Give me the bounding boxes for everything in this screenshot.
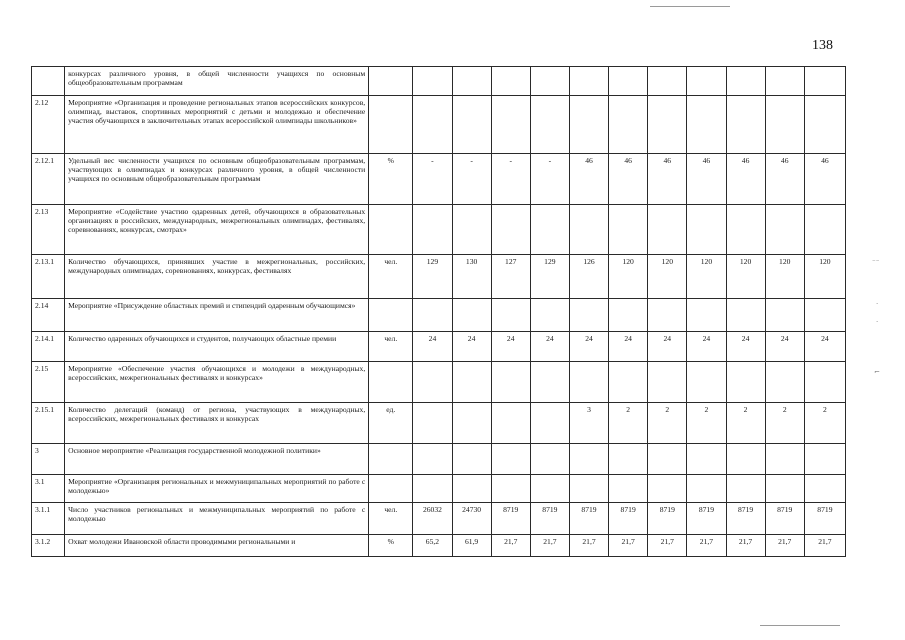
- row-value: [413, 362, 452, 403]
- row-number: 2.12: [32, 96, 65, 154]
- row-number: 3: [32, 444, 65, 475]
- row-value: 3: [569, 403, 608, 444]
- row-value: 2: [648, 403, 687, 444]
- row-value: [491, 205, 530, 255]
- row-description: Охват молодежи Ивановской области проводимыми региональными и: [65, 535, 369, 557]
- row-value: [452, 299, 491, 332]
- row-value: [530, 96, 569, 154]
- row-value: 21,7: [804, 535, 845, 557]
- row-value: 2: [726, 403, 765, 444]
- row-value: [726, 444, 765, 475]
- row-value: 8719: [491, 503, 530, 535]
- row-value: [609, 444, 648, 475]
- row-value: [413, 403, 452, 444]
- row-value: -: [452, 154, 491, 205]
- row-value: 120: [726, 255, 765, 299]
- row-number: [32, 67, 65, 96]
- row-value: 2: [765, 403, 804, 444]
- row-value: [569, 205, 608, 255]
- row-number: 3.1: [32, 475, 65, 503]
- row-value: 24: [687, 332, 726, 362]
- row-value: [491, 403, 530, 444]
- row-value: 8719: [765, 503, 804, 535]
- row-value: 2: [609, 403, 648, 444]
- table-row: [32, 475, 846, 503]
- row-value: [765, 444, 804, 475]
- row-unit: [369, 299, 413, 332]
- table-row: [32, 362, 846, 403]
- row-value: 21,7: [569, 535, 608, 557]
- row-value: 24: [804, 332, 845, 362]
- row-value: [687, 205, 726, 255]
- row-value: [765, 96, 804, 154]
- row-value: 120: [648, 255, 687, 299]
- row-number: 2.15.1: [32, 403, 65, 444]
- row-value: [765, 67, 804, 96]
- row-value: [452, 444, 491, 475]
- row-unit: ед.: [369, 403, 413, 444]
- scan-artifact-top: [650, 6, 730, 7]
- row-value: 46: [804, 154, 845, 205]
- table-row: [32, 154, 846, 205]
- row-value: [687, 299, 726, 332]
- row-value: 129: [530, 255, 569, 299]
- row-value: [491, 299, 530, 332]
- row-value: [609, 299, 648, 332]
- row-value: [413, 299, 452, 332]
- scan-artifact-bottom: [760, 625, 840, 626]
- margin-mark: ·: [876, 318, 879, 326]
- table-row: [32, 96, 846, 154]
- row-value: [726, 67, 765, 96]
- row-description: Количество одаренных обучающихся и студентов, получающих областные премии: [65, 332, 369, 362]
- row-description: Количество обучающихся, принявших участие в межрегиональных, российских, международных олимпиадах, соревнованиях, конкурсах, фестивалях: [65, 255, 369, 299]
- row-number: 3.1.2: [32, 535, 65, 557]
- row-value: 21,7: [530, 535, 569, 557]
- row-description: Мероприятие «Содействие участию одаренных детей, обучающихся в образовательных организациях в российских, международных, межрегиональных олимпиадах, фестивалях, соревнованиях, конкурсах, смотрах»: [65, 205, 369, 255]
- row-unit: чел.: [369, 332, 413, 362]
- table-row: [32, 332, 846, 362]
- row-value: [648, 67, 687, 96]
- row-description: конкурсах различного уровня, в общей численности учащихся по основным общеобразовательным программам: [65, 67, 369, 96]
- row-value: [609, 362, 648, 403]
- table-row: [32, 444, 846, 475]
- row-value: [648, 205, 687, 255]
- row-value: [804, 96, 845, 154]
- row-value: 2: [804, 403, 845, 444]
- row-value: 2: [687, 403, 726, 444]
- row-value: -: [413, 154, 452, 205]
- row-number: 3.1.1: [32, 503, 65, 535]
- row-value: [491, 67, 530, 96]
- row-unit: [369, 205, 413, 255]
- row-value: [413, 444, 452, 475]
- row-value: 8719: [530, 503, 569, 535]
- row-value: 46: [648, 154, 687, 205]
- row-number: 2.14: [32, 299, 65, 332]
- row-value: 127: [491, 255, 530, 299]
- table-row: [32, 299, 846, 332]
- row-value: [765, 205, 804, 255]
- margin-mark: ⌐: [874, 368, 880, 376]
- row-value: [726, 299, 765, 332]
- row-value: 46: [569, 154, 608, 205]
- row-description: Число участников региональных и межмуниципальных мероприятий по работе с молодежью: [65, 503, 369, 535]
- row-value: 24: [530, 332, 569, 362]
- row-value: [687, 362, 726, 403]
- row-value: 21,7: [648, 535, 687, 557]
- row-value: 120: [609, 255, 648, 299]
- row-value: [452, 362, 491, 403]
- table-row: [32, 205, 846, 255]
- row-value: [804, 444, 845, 475]
- row-value: 46: [609, 154, 648, 205]
- row-value: [413, 96, 452, 154]
- row-unit: [369, 96, 413, 154]
- row-value: [609, 67, 648, 96]
- row-value: 46: [726, 154, 765, 205]
- row-value: 24: [413, 332, 452, 362]
- row-value: [530, 67, 569, 96]
- row-unit: чел.: [369, 255, 413, 299]
- row-value: [452, 475, 491, 503]
- row-value: [569, 67, 608, 96]
- table-row: [32, 503, 846, 535]
- row-value: 8719: [569, 503, 608, 535]
- row-value: 24: [569, 332, 608, 362]
- row-unit: %: [369, 154, 413, 205]
- row-unit: чел.: [369, 503, 413, 535]
- row-value: [530, 403, 569, 444]
- row-value: [609, 475, 648, 503]
- table-row: [32, 67, 846, 96]
- row-value: [648, 299, 687, 332]
- table-row: [32, 535, 846, 557]
- row-value: [687, 67, 726, 96]
- row-value: 8719: [609, 503, 648, 535]
- row-value: 130: [452, 255, 491, 299]
- row-number: 2.14.1: [32, 332, 65, 362]
- row-value: 8719: [648, 503, 687, 535]
- row-value: [609, 205, 648, 255]
- row-value: [413, 475, 452, 503]
- row-value: [726, 362, 765, 403]
- row-value: [530, 299, 569, 332]
- row-value: [569, 96, 608, 154]
- row-value: [530, 444, 569, 475]
- row-value: 46: [687, 154, 726, 205]
- row-number: 2.12.1: [32, 154, 65, 205]
- row-value: -: [530, 154, 569, 205]
- row-value: 126: [569, 255, 608, 299]
- row-value: [569, 444, 608, 475]
- row-value: [765, 362, 804, 403]
- row-value: [804, 475, 845, 503]
- row-value: [491, 475, 530, 503]
- row-value: 24730: [452, 503, 491, 535]
- row-unit: [369, 67, 413, 96]
- row-value: [609, 96, 648, 154]
- row-value: 61,9: [452, 535, 491, 557]
- row-value: [648, 362, 687, 403]
- margin-mark: ⁻⁻: [872, 258, 880, 266]
- row-value: [491, 444, 530, 475]
- row-value: 21,7: [726, 535, 765, 557]
- row-value: 24: [648, 332, 687, 362]
- row-description: Количество делегаций (команд) от региона, участвующих в международных, всероссийских, межрегиональных фестивалях и конкурсах: [65, 403, 369, 444]
- row-value: 26032: [413, 503, 452, 535]
- row-value: 65,2: [413, 535, 452, 557]
- table-body: [32, 67, 846, 557]
- row-value: [452, 96, 491, 154]
- row-value: [804, 67, 845, 96]
- row-value: [569, 362, 608, 403]
- row-value: 24: [452, 332, 491, 362]
- row-value: [804, 362, 845, 403]
- row-value: 8719: [804, 503, 845, 535]
- row-value: 24: [609, 332, 648, 362]
- row-value: [530, 205, 569, 255]
- row-description: Мероприятие «Организация региональных и межмуниципальных мероприятий по работе с молодежью»: [65, 475, 369, 503]
- page-number: 138: [812, 38, 833, 53]
- row-value: [804, 205, 845, 255]
- row-value: 21,7: [491, 535, 530, 557]
- row-value: [530, 362, 569, 403]
- row-value: 21,7: [765, 535, 804, 557]
- row-description: Мероприятие «Присуждение областных премий и стипендий одаренным обучающимся»: [65, 299, 369, 332]
- row-value: [569, 475, 608, 503]
- row-unit: [369, 475, 413, 503]
- row-value: [413, 205, 452, 255]
- row-value: 8719: [687, 503, 726, 535]
- row-description: Удельный вес численности учащихся по основным общеобразовательным программам, участвующих в олимпиадах и конкурсах различного уровня, в общей численности учащихся по основным общеобразовательным программам: [65, 154, 369, 205]
- row-value: [452, 67, 491, 96]
- row-value: [726, 205, 765, 255]
- row-unit: %: [369, 535, 413, 557]
- row-number: 2.13.1: [32, 255, 65, 299]
- row-value: [804, 299, 845, 332]
- row-value: 24: [726, 332, 765, 362]
- row-value: 120: [765, 255, 804, 299]
- row-value: [765, 299, 804, 332]
- row-value: [452, 205, 491, 255]
- row-value: 129: [413, 255, 452, 299]
- row-value: [648, 96, 687, 154]
- row-value: [452, 403, 491, 444]
- row-value: 24: [491, 332, 530, 362]
- row-number: 2.15: [32, 362, 65, 403]
- indicators-table: [31, 66, 846, 557]
- row-value: [726, 96, 765, 154]
- row-unit: [369, 444, 413, 475]
- row-value: [765, 475, 804, 503]
- row-value: 46: [765, 154, 804, 205]
- row-value: -: [491, 154, 530, 205]
- row-value: 24: [765, 332, 804, 362]
- row-value: [491, 362, 530, 403]
- margin-mark: ·: [876, 300, 879, 308]
- row-value: [648, 475, 687, 503]
- row-value: 8719: [726, 503, 765, 535]
- row-value: 21,7: [687, 535, 726, 557]
- row-value: 120: [804, 255, 845, 299]
- row-value: [687, 475, 726, 503]
- row-value: [687, 444, 726, 475]
- row-value: [413, 67, 452, 96]
- row-value: [726, 475, 765, 503]
- table-row: [32, 255, 846, 299]
- row-value: [530, 475, 569, 503]
- row-value: [687, 96, 726, 154]
- row-value: 21,7: [609, 535, 648, 557]
- row-unit: [369, 362, 413, 403]
- row-number: 2.13: [32, 205, 65, 255]
- table-row: [32, 403, 846, 444]
- row-value: [491, 96, 530, 154]
- row-description: Мероприятие «Организация и проведение региональных этапов всероссийских конкурсов, олимпиад, выставок, спортивных мероприятий с детьми и молодежью и обеспечение участия обучающихся в заключительных этапах всероссийской олимпиады школьников»: [65, 96, 369, 154]
- row-description: Мероприятие «Обеспечение участия обучающихся и молодежи в международных, всероссийских, межрегиональных фестивалях и конкурсах»: [65, 362, 369, 403]
- row-description: Основное мероприятие «Реализация государственной молодежной политики»: [65, 444, 369, 475]
- row-value: [648, 444, 687, 475]
- row-value: [569, 299, 608, 332]
- row-value: 120: [687, 255, 726, 299]
